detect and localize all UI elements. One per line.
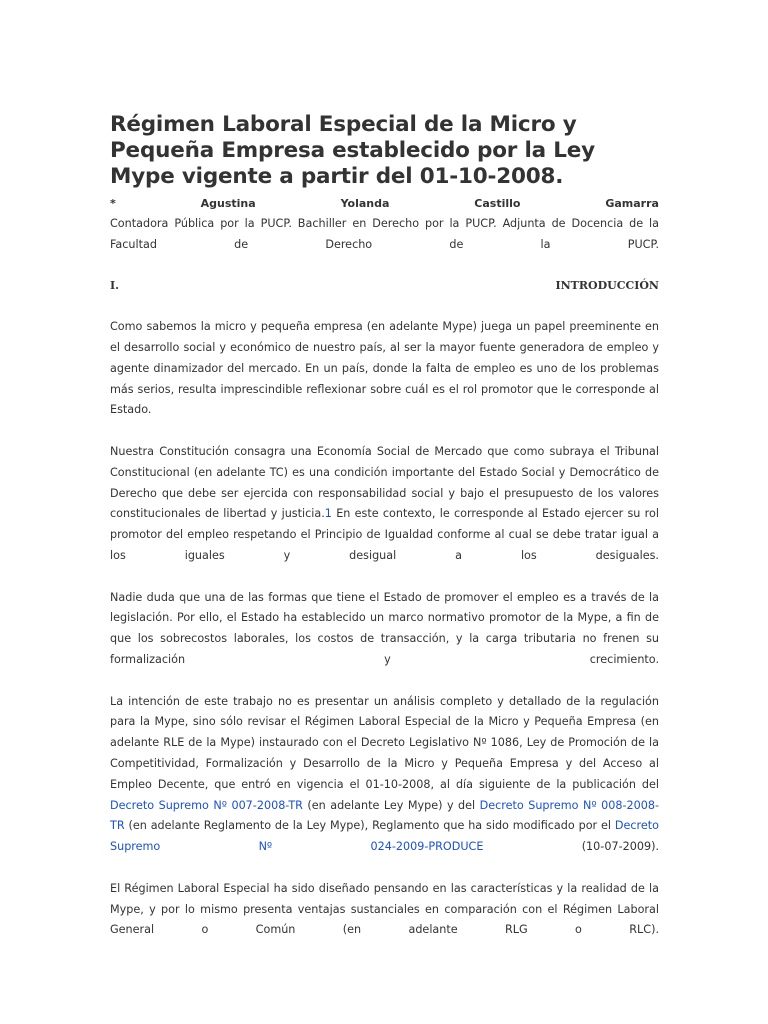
paragraph-5: El Régimen Laboral Especial ha sido diseñado pensando en las características y la realidad de la Mype, y por lo mismo presenta ventajas sustanciales en comparación con el Régimen Laboral General o Común (en adelante RLG o RLC). [110, 881, 659, 937]
footnote-link-1[interactable]: 1 [324, 507, 332, 521]
section-title: INTRODUCCIÓN [555, 279, 659, 293]
document-title: Régimen Laboral Especial de la Micro y Pequeña Empresa establecido por la Ley Mype vigente a partir del 01-10-2008. [110, 112, 595, 189]
decreto-024-2009-produce-link[interactable]: Decreto Supremo Nº 024-2009-PRODUCE [110, 819, 659, 854]
paragraph-3: Nadie duda que una de las formas que tiene el Estado de promover el empleo es a través de la legislación. Por ello, el Estado ha establecido un marco normativo promotor de la Mype, a fin de que los sobrecostos laborales, los costos de transacción, y la carga tributaria no frenen su formalización y crecimiento. [110, 590, 659, 666]
author-affiliation: Contadora Pública por la PUCP. Bachiller en Derecho por la PUCP. Adjunta de Docencia de la Facultad de Derecho de la PUCP. [110, 217, 659, 251]
author-middle-name: Yolanda [340, 197, 390, 210]
decreto-008-2008-tr-link[interactable]: Decreto Supremo Nº 008-2008-TR [110, 798, 659, 833]
section-heading [110, 276, 659, 296]
author-first-name: Agustina [200, 197, 256, 210]
paragraph-4-text-c: (en adelante Reglamento de la Ley Mype), Reglamento que ha sido modificado por el [124, 819, 615, 833]
decreto-007-2008-tr-link[interactable]: Decreto Supremo Nº 007-2008-TR [110, 798, 303, 812]
paragraph-4 [110, 692, 659, 858]
author-last-name-2: Gamarra [605, 197, 659, 210]
author-asterisk: * [110, 197, 116, 210]
paragraph-4-text-a: La intención de este trabajo no es presentar un análisis completo y detallado de la regulación para la Mype, sino sólo revisar el Régimen Laboral Especial de la Micro y Pequeña Empresa (en adelante RLE de la Mype) instaurado con el Decreto Legislativo Nº 1086, Ley de Promoción de la Competitividad, Formalización y Desarrollo de la Micro y Pequeña Empresa y del Acceso al Empleo Decente, que entró en vigencia el 01-10-2008, al día siguiente de la publicación del [110, 694, 659, 791]
paragraph-1: Como sabemos la micro y pequeña empresa (en adelante Mype) juega un papel preeminente en el desarrollo social y económico de nuestro país, al ser la mayor fuente generadora de empleo y agente dinamizador del mercado. En un país, donde la falta de empleo es uno de los problemas más serios, resulta imprescindible reflexionar sobre cuál es el rol promotor que le corresponde al Estado. [110, 320, 659, 417]
paragraph-2-text-b: En este contexto, le corresponde al Estado ejercer su rol promotor del empleo respetando el Principio de Igualdad conforme al cual se debe tratar igual a los iguales y desigual a los desiguales. [110, 507, 659, 562]
document-page [110, 112, 659, 941]
paragraph-2 [110, 442, 659, 567]
section-number: I. [110, 279, 119, 293]
paragraph-4-text-b: (en adelante Ley Mype) y del [302, 798, 480, 812]
paragraph-2-text-a: Nuestra Constitución consagra una Economía Social de Mercado que como subraya el Tribunal Constitucional (en adelante TC) es una condición importante del Estado Social y Democrático de Derecho que debe ser ejercida con responsabilidad social y bajo el presupuesto de los valores constitucionales de libertad y justicia. [110, 444, 659, 521]
author-last-name-1: Castillo [474, 197, 521, 210]
paragraph-4-text-d: (10-07-2009). [483, 840, 659, 854]
author-line [110, 194, 659, 214]
